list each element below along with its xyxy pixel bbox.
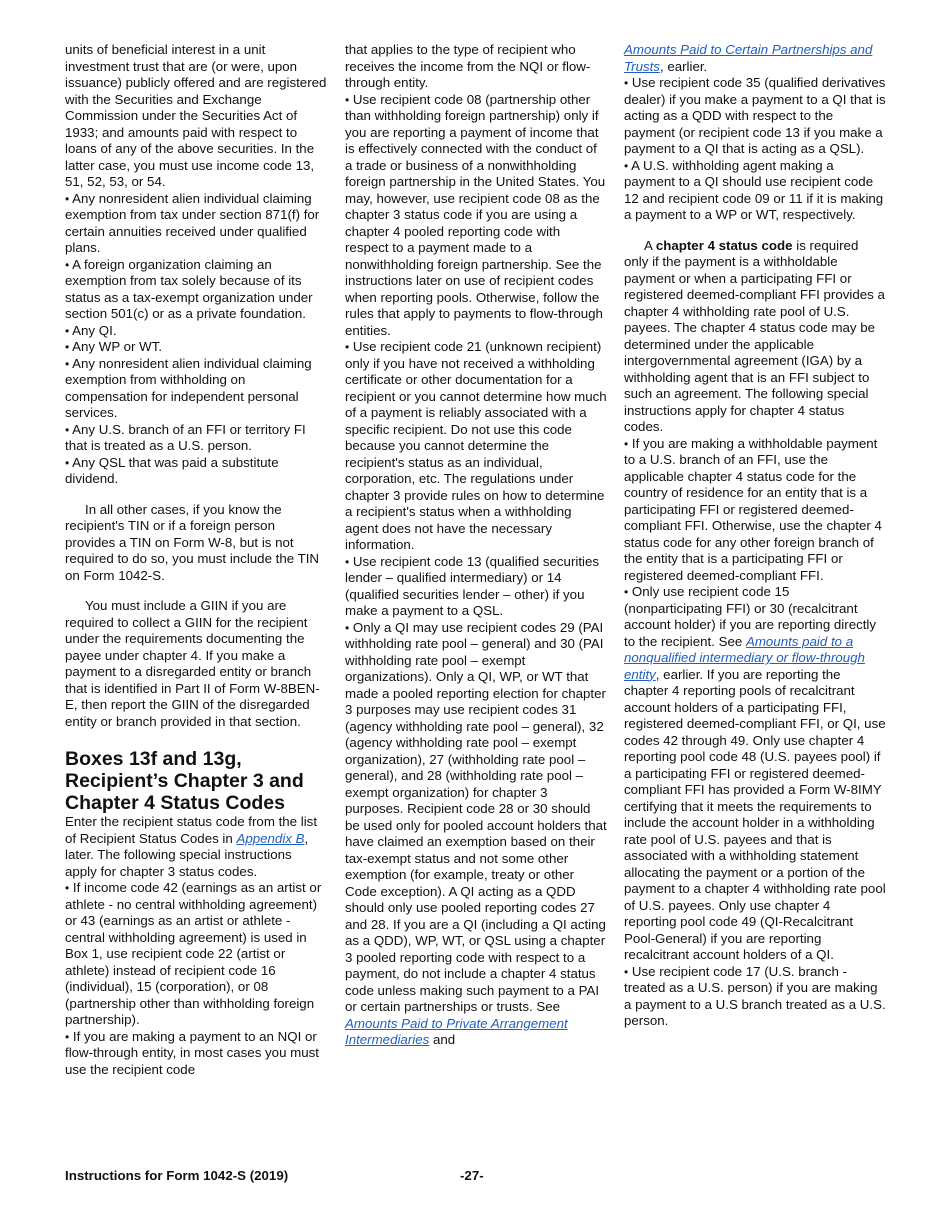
paragraph-text: A	[644, 237, 656, 253]
bullet-item	[65, 880, 327, 1029]
bullet-icon: •	[65, 1029, 70, 1044]
bullet-icon: •	[65, 455, 70, 470]
paragraph-text: , later. The following special instructions apply for chapter 3 status codes.	[65, 830, 309, 879]
bullet-item	[624, 158, 886, 224]
bullet-icon: •	[345, 620, 350, 635]
bullet-text: Any QSL that was paid a substitute dividend.	[65, 454, 279, 486]
paragraph-text: , earlier.	[659, 58, 708, 74]
bullet-icon: •	[65, 881, 70, 895]
nqi-link[interactable]: Amounts paid to a nonqualified intermediary or flow-through entity	[624, 633, 865, 682]
bullet-text: Use recipient code 35 (qualified derivatives dealer) if you make a payment to a QI that is acting as a QDD with respect to the payment (or recipient code 13 if you make a payment to a QI that is acting as a QSL).	[624, 75, 886, 156]
section-heading: Boxes 13f and 13g, Recipient’s Chapter 3 and Chapter 4 Status Codes	[65, 748, 304, 814]
paragraph: that applies to the type of recipient who receives the income from the NQI or flow-through entity.	[345, 42, 591, 90]
bullet-item	[624, 75, 886, 158]
bullet-item	[65, 1029, 327, 1079]
bullet-text: If you are making a payment to an NQI or flow-through entity, in most cases you must use the recipient code	[65, 1028, 319, 1077]
bullet-icon: •	[624, 964, 629, 979]
bullet-text: A U.S. withholding agent making a payment to a QI should use recipient code 12 and recipient code 09 or 11 if it is making a payment to a WP or WT, respectively.	[624, 157, 884, 222]
partnerships-trusts-link[interactable]: Amounts Paid to Certain Partnerships and Trusts	[624, 42, 873, 74]
column-right	[624, 42, 886, 1030]
bullet-item	[65, 257, 327, 323]
column-left	[65, 42, 327, 1078]
bullet-text: Use recipient code 08 (partnership other than withholding foreign partnership) only if you are reporting a payment of income that is effectively connected with the conduct of a trade or business of a nonwithholding foreign partnership in the United States. You may, however, use recipient code 08 as the chapter 3 status code if you are using a chapter 4 pooled reporting code with respect to a payment made to a nonwithholding foreign partnership. See the instructions later on use of recipient codes when reporting pools. Otherwise, follow the rules that apply to payments to flow-through entities.	[345, 91, 606, 338]
bullet-icon: •	[624, 436, 629, 451]
bullet-text: Use recipient code 17 (U.S. branch - treated as a U.S. person) if you are making a payment to a U.S branch treated as a U.S. person.	[624, 963, 886, 1028]
paragraph: units of beneficial interest in a unit investment trust that are (or were, upon issuance) publicly offered and are registered with the Securities and Exchange Commission under the Securities Act of 1933; and amounts paid with respect to loans of any of the above securities. In the latter case, you must use income code 13, 51, 52, 53, or 54.	[65, 42, 327, 189]
bullet-item	[65, 323, 327, 340]
bullet-text: A foreign organization claiming an exemption from tax solely because of its status as a tax-exempt organization under section 501(c) or as a private foundation.	[65, 256, 313, 321]
bullet-text: If income code 42 (earnings as an artist or athlete - no central withholding agreement) or 43 (earnings as an artist or athlete - central withholding agreement) is used in Box 1, use recipient code 22 (artist or athlete) instead of recipient code 16 (individual), 15 (corporation), or 08 (partnership other than withholding foreign partnership).	[65, 880, 322, 1027]
paragraph-text: is required only if the payment is a withholdable payment or when a participating FFI or registered deemed-compliant FFI provides a chapter 4 withholding rate pool of U.S. payees. The chapter 4 status code may be determined under the applicable intergovernmental agreement (IGA) by a withholding agent that is an FFI subject to such an agreement. The following special instructions apply for chapter 4 status codes.	[624, 237, 885, 434]
paragraph	[624, 42, 886, 75]
bullet-text: Only use recipient code 15 (nonparticipating FFI) or 30 (recalcitrant account holder) if you are reporting directly to the recipient. See	[624, 584, 877, 649]
bullet-text: Any QI.	[72, 322, 117, 338]
bullet-text: and	[429, 1032, 456, 1047]
footer-title: Instructions for Form 1042-S (2019)	[65, 1168, 289, 1183]
bullet-text: Any nonresident alien individual claiming exemption from withholding on compensation for independent personal services.	[65, 355, 312, 420]
bullet-item	[345, 554, 607, 620]
bullet-icon: •	[65, 323, 70, 338]
bullet-text: , earlier. If you are reporting the chapter 4 reporting pools of recalcitrant account holders of a participating FFI, registered deemed-compliant FFI, or QI, use codes 42 through 49. Only use chapter 4 reporting pool code 48 (U.S. payees pool) if a participating FFI or registered deemed-compliant FFI has provided a Form W-8IMY certifying that it meets the requirements to include the account holder in a withholding rate pool of U.S. payees and that is associated with a withholding statement allocating the payment or a portion of the payment to a chapter 4 withholding rate pool of U.S. payees. Only use chapter 4 reporting pool code 49 (QI-Recalcitrant Pool-General) if you are reporting recalcitrant account holders of a QI.	[624, 666, 886, 962]
paragraph: In all other cases, if you know the recipient's TIN or if a foreign person provides a TIN on Form W-8, but is not required to do so, you must include the TIN on Form 1042-S.	[65, 501, 320, 583]
paragraph: You must include a GIIN if you are required to collect a GIIN for the recipient under the requirements documenting the payee under chapter 4. If you make a payment to a disregarded entity or branch that is identified in Part II of Form W-8BEN-E, then report the GIIN of the disregarded entity or branch provided in that section.	[65, 598, 320, 729]
bullet-icon: •	[65, 257, 70, 272]
bullet-item	[624, 584, 886, 964]
bullet-item	[65, 455, 327, 488]
paragraph	[624, 238, 886, 436]
bullet-icon: •	[624, 76, 629, 90]
bullet-text: Any WP or WT.	[72, 339, 163, 354]
bullet-icon: •	[65, 356, 70, 371]
bullet-text: Use recipient code 21 (unknown recipient) only if you have not received a withholding certificate or other documentation for a recipient or you cannot determine how much of a payment is reliably associated with a specific recipient. Do not use this code because you cannot determine the recipient's status as an individual, corporation, etc. The regulations under chapter 3 provide rules on how to determine a recipient's status when a withholding agent does not have the necessary information.	[345, 339, 607, 552]
bullet-item	[624, 436, 886, 585]
bullet-icon: •	[345, 92, 350, 107]
bullet-text: Any nonresident alien individual claiming exemption from tax under section 871(f) for certain annuities received under qualified plans.	[65, 190, 320, 255]
bold-term: chapter 4 status code	[655, 237, 793, 253]
paragraph-text: Enter the recipient status code from the list of Recipient Status Codes in	[65, 814, 318, 846]
page-number: -27-	[460, 1168, 484, 1183]
bullet-item	[345, 620, 607, 1049]
bullet-text: Use recipient code 13 (qualified securities lender – qualified intermediary) or 14 (qualified securities lender – other) if you make a payment to a QSL.	[345, 553, 600, 618]
bullet-text: If you are making a withholdable payment to a U.S. branch of an FFI, use the applicable chapter 4 status code for the country of residence for an entity that is a participating FFI or registered deemed-compliant FFI. Otherwise, use the chapter 4 status code for any other foreign branch of the entity that is a participating FFI or registered deemed-compliant FFI.	[624, 435, 882, 583]
column-middle	[345, 42, 607, 1049]
bullet-icon: •	[624, 585, 629, 599]
bullet-item	[65, 339, 327, 356]
pai-link[interactable]: Amounts Paid to Private Arrangement Intermediaries	[345, 1015, 568, 1047]
paragraph	[65, 814, 327, 880]
bullet-icon: •	[65, 422, 70, 437]
bullet-item	[65, 422, 327, 455]
bullet-item	[65, 191, 327, 257]
bullet-item	[345, 339, 607, 554]
bullet-item	[345, 92, 607, 340]
bullet-icon: •	[345, 554, 350, 569]
appendix-b-link[interactable]: Appendix B	[236, 830, 305, 846]
bullet-text: Any U.S. branch of an FFI or territory FI that is treated as a U.S. person.	[65, 421, 306, 453]
bullet-item	[65, 356, 327, 422]
bullet-icon: •	[624, 158, 629, 173]
bullet-icon: •	[345, 340, 350, 354]
bullet-item	[624, 964, 886, 1030]
bullet-text: Only a QI may use recipient codes 29 (PAI withholding rate pool – general) and 30 (PAI withholding rate pool – exempt organizations). Only a QI, WP, or WT that made a pooled reporting election for chapter 3 purposes may use recipient codes 31 (agency withholding rate pool – general), 32 (agency withholding rate pool – exempt organization), 27 (withholding rate pool – general), and 28 (withholding rate pool – exempt organization) for chapter 3 purposes. Recipient code 28 or 30 should be used only for pooled account holders that have claimed an exemption based on their tax-exempt status and not some other exemption (for example, treaty or other Code exception). A QI acting as a QDD should only use pooled reporting codes 27 and 28. If you are a QI (including a QI acting as a QDD), WP, WT, or QSL using a chapter 3 pooled reporting code with respect to a payment, do not include a chapter 4 status code unless making such payment to a PAI or certain partnerships or trusts. See	[345, 619, 607, 1014]
bullet-icon: •	[65, 340, 70, 354]
bullet-icon: •	[65, 191, 70, 206]
